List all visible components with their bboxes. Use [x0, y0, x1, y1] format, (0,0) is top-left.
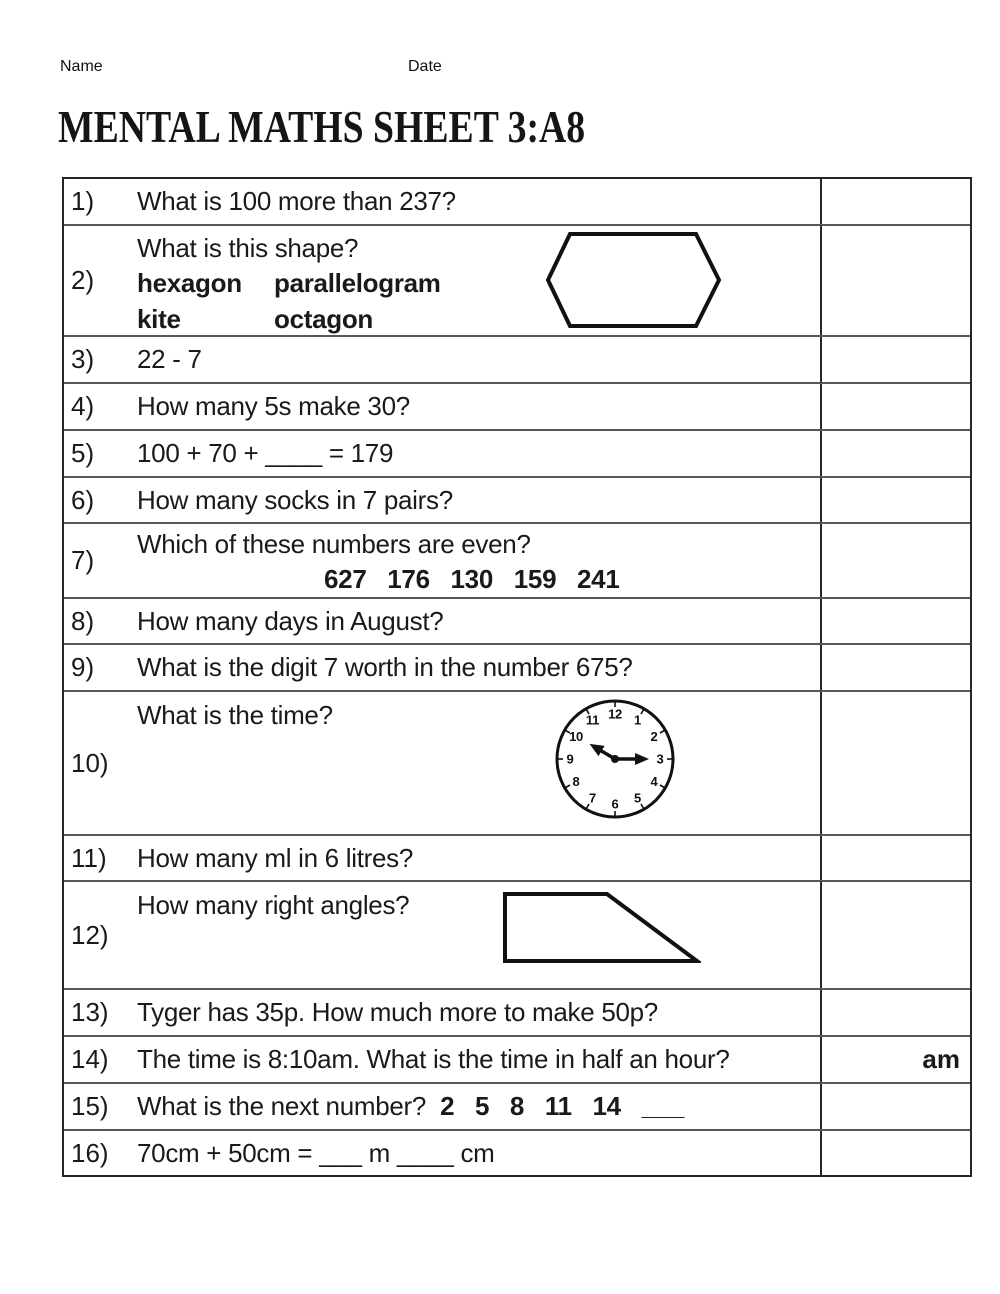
question-number: 11) [71, 842, 107, 873]
question-text: How many right angles? [137, 890, 410, 920]
question-text: What is the next number? [137, 1091, 427, 1121]
answer-cell [820, 179, 970, 224]
question-text: Which of these numbers are even? [137, 529, 531, 559]
question-row-4 [64, 382, 970, 429]
answer-cell [820, 836, 970, 880]
answer-cell [820, 226, 970, 335]
question-number: 12) [71, 919, 109, 950]
answer-cell [820, 337, 970, 382]
answer-cell [820, 990, 970, 1035]
name-label: Name [60, 58, 103, 75]
clock-number-8: 8 [572, 774, 580, 790]
question-number: 14) [71, 1044, 109, 1074]
question-number: 16) [71, 1137, 109, 1168]
clock-number-5: 5 [634, 790, 641, 806]
clock-number-4: 4 [650, 774, 658, 790]
question-text: What is the digit 7 worth in the number 675? [137, 652, 633, 682]
answer-cell [820, 478, 970, 522]
clock-number-11: 11 [585, 712, 600, 728]
question-text: How many days in August? [137, 605, 444, 636]
question-text: What is this shape? [137, 233, 359, 263]
questions-table [62, 177, 972, 1177]
question-text: 70cm + 50cm = ___ m ____ cm [137, 1137, 495, 1168]
analog-clock [550, 694, 680, 824]
clock-number-3: 3 [656, 751, 664, 767]
question-row-16 [64, 1129, 970, 1175]
question-row-3 [64, 335, 970, 382]
question-text: 100 + 70 + ____ = 179 [137, 438, 394, 468]
answer-cell [820, 384, 970, 429]
question-row-6 [64, 476, 970, 522]
question-number: 7) [71, 545, 95, 575]
shape-option-parallelogram: parallelogram [274, 268, 441, 298]
question-text: 22 - 7 [137, 344, 202, 374]
shape-option-kite: kite [137, 304, 181, 334]
answer-cell [820, 692, 970, 834]
clock-number-12: 12 [608, 706, 622, 722]
question-number: 2) [71, 265, 95, 295]
clock-number-2: 2 [650, 729, 658, 745]
question-row-12 [64, 880, 970, 988]
question-text: What is the time? [137, 700, 333, 730]
question-number: 5) [71, 438, 95, 468]
question-text: How many socks in 7 pairs? [137, 484, 453, 515]
clock-number-10: 10 [569, 729, 583, 745]
answer-cell [820, 882, 970, 988]
question-number: 13) [71, 997, 109, 1027]
shape-option-hexagon: hexagon [137, 268, 242, 298]
shape-option-octagon: octagon [274, 304, 374, 334]
clock-number-1: 1 [634, 712, 641, 728]
question-row-11 [64, 834, 970, 880]
answer-cell [820, 1131, 970, 1175]
question-text: What is 100 more than 237? [137, 186, 456, 216]
number-choices: 627 176 130 159 241 [324, 564, 620, 594]
question-number: 9) [71, 652, 95, 682]
clock-number-6: 6 [611, 796, 619, 812]
page-title: MENTAL MATHS SHEET 3:A8 [58, 101, 586, 152]
clock-number-9: 9 [566, 751, 574, 767]
answer-cell [820, 599, 970, 643]
clock-center-dot [611, 755, 619, 763]
question-row-14 [64, 1035, 970, 1082]
question-row-13 [64, 988, 970, 1035]
hexagon-shape [545, 230, 725, 330]
number-sequence: 2 5 8 11 14 ___ [440, 1091, 685, 1121]
question-number: 15) [71, 1091, 109, 1121]
answer-cell [820, 524, 970, 597]
question-number: 4) [71, 391, 95, 421]
answer-cell [820, 431, 970, 476]
question-row-9 [64, 643, 970, 690]
question-number: 8) [71, 605, 95, 636]
date-label: Date [408, 58, 442, 75]
question-text: How many ml in 6 litres? [137, 842, 413, 873]
question-text: How many 5s make 30? [137, 391, 410, 421]
question-row-8 [64, 597, 970, 643]
question-row-7 [64, 522, 970, 597]
answer-cell [820, 645, 970, 690]
question-number: 6) [71, 484, 95, 515]
question-row-10 [64, 690, 970, 834]
trapezoid-shape [503, 892, 701, 964]
question-number: 10) [71, 747, 109, 778]
question-text: The time is 8:10am. What is the time in half an hour? [137, 1044, 730, 1074]
question-row-1 [64, 179, 970, 224]
answer-cell [820, 1084, 970, 1129]
clock-number-7: 7 [589, 790, 596, 806]
question-number: 3) [71, 344, 95, 374]
question-row-2 [64, 224, 970, 335]
answer-unit-label: am [922, 1044, 960, 1074]
question-row-15 [64, 1082, 970, 1129]
question-row-5 [64, 429, 970, 476]
question-text: Tyger has 35p. How much more to make 50p? [137, 997, 658, 1027]
question-number: 1) [71, 186, 95, 216]
